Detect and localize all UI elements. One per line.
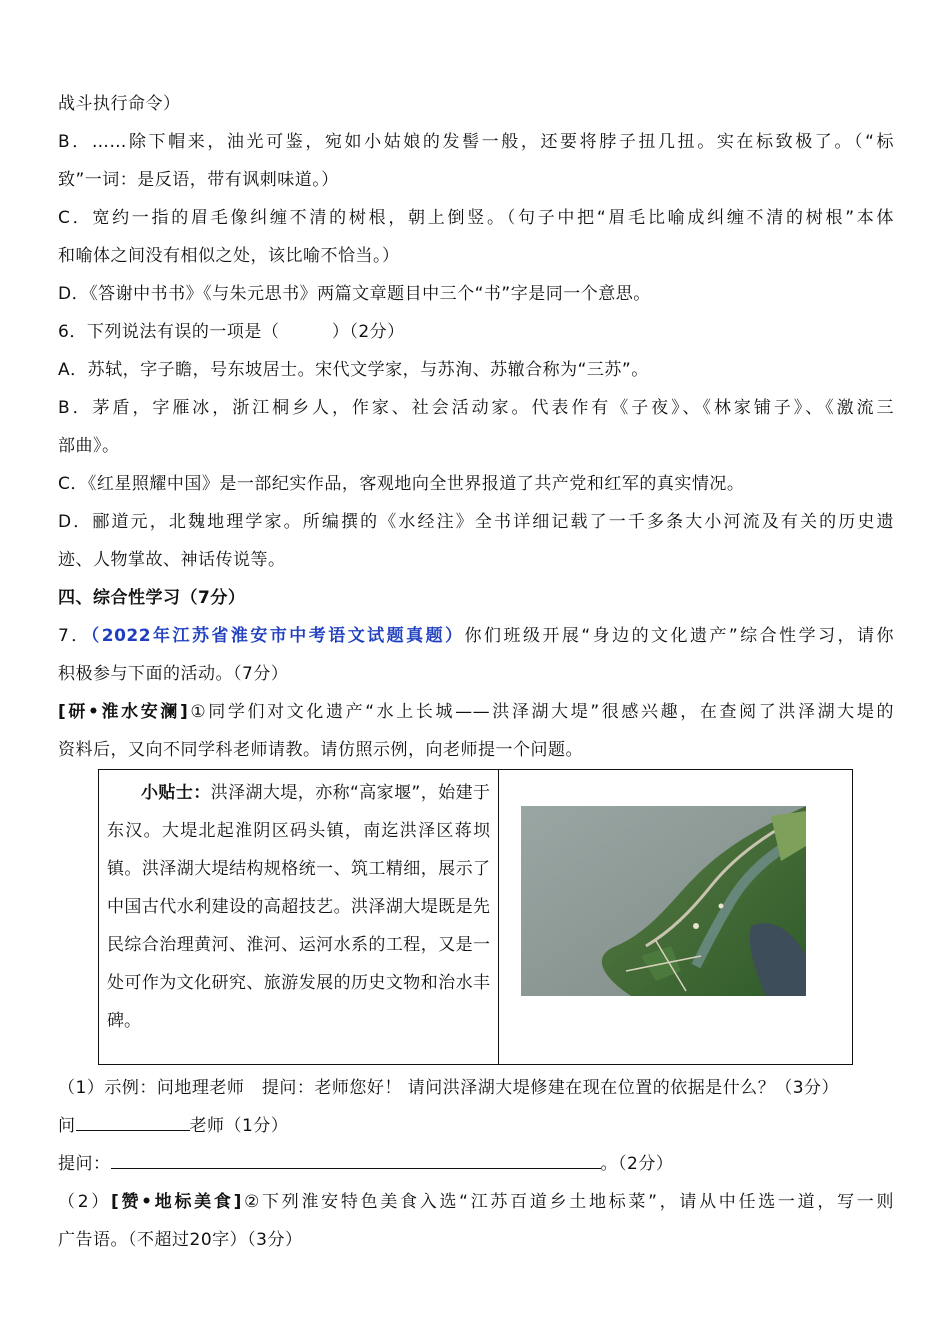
q2-text: ②下列淮安特色美食入选“江苏百道乡土地标菜”，请从中任选一道，写一则 [241,1192,894,1212]
question-source: （2022年江苏省淮安市中考语文试题真题） [90,626,465,646]
question-7-number: 7． [58,626,91,646]
option-c-line1: C．宽约一指的眉毛像纠缠不清的树根，朝上倒竖。（句子中把“眉毛比喻成纠缠不清的树根”本体 [58,208,894,228]
tip-label: 小贴士： [141,783,211,803]
question-6-stem: 6．下列说法有误的一项是（ ）（2分） [58,322,405,342]
q2-line1 [58,1183,894,1221]
option-c-line2: 和喻体之间没有相似之处，该比喻不恰当。） [58,246,400,266]
q1-ask-line [58,1107,894,1145]
question-7-text: 你们班级开展“身边的文化遗产”综合性学习，请你 [464,626,894,646]
activity-2-heading: [赞•地标美食] [110,1192,242,1212]
teacher-subject-blank[interactable] [76,1112,190,1131]
ask-prefix: 问 [58,1116,76,1136]
activity-1-line2: 资料后，又向不同学科老师请教。请仿照示例，向老师提一个问题。 [58,740,583,760]
dam-aerial-photo [521,806,806,996]
q2-line2: 广告语。（不超过20字）（3分） [58,1230,303,1250]
q6-option-d-line2: 迹、人物掌故、神话传说等。 [58,550,286,570]
q6-option-b-line2: 部曲》。 [58,436,120,456]
q1-question-line [58,1145,894,1183]
tip-box [98,769,853,1065]
question-7-line2: 积极参与下面的活动。（7分） [58,664,289,684]
question-answer-blank[interactable] [111,1150,601,1169]
section-heading: 四、综合性学习（7分） [58,588,246,608]
tip-body: 洪泽湖大堤，亦称“高家堰”，始建于东汉。大堤北起淮阴区码头镇，南迄洪泽区蒋坝镇。洪泽湖大堤结构规格统一、筑工精细，展示了中国古代水利建设的高超技艺。洪泽湖大堤既是先民综合治理黄河、淮河、运河水系的工程，又是一处可作为文化研究、旅游发展的历史文物和治水丰碑。 [107,783,491,1031]
q6-option-a: A．苏轼，字子瞻，号东坡居士。宋代文学家，与苏洵、苏辙合称为“三苏”。 [58,360,649,380]
option-b-line1: B．……除下帽来，油光可鉴，宛如小姑娘的发髻一般，还要将脖子扭几扭。实在标致极了。（“标 [58,132,894,152]
ask-suffix: 老师（1分） [189,1116,289,1136]
q2-number: （2） [58,1192,111,1212]
activity-1-line1 [58,693,894,731]
activity-1-text: ①同学们对文化遗产“水上长城——洪泽湖大堤”很感兴趣，在查阅了洪泽湖大堤的 [188,702,895,722]
q6-option-d-line1: D．郦道元，北魏地理学家。所编撰的《水经注》全书详细记载了一千多条大小河流及有关的历史遗 [58,512,894,532]
option-b-line2: 致”一词：是反语，带有讽刺味道。） [58,170,339,190]
activity-1-heading: [研•淮水安澜] [58,702,189,722]
q6-option-b-line1: B．茅盾，字雁冰，浙江桐乡人，作家、社会活动家。代表作有《子夜》、《林家铺子》、《激流三 [58,398,894,418]
tip-paragraph [107,774,490,1040]
tip-text-cell [99,770,499,1065]
question-7-stem [58,617,894,655]
option-c-tail: 战斗执行命令） [58,94,181,114]
q1-example: （1）示例：问地理老师 提问：老师您好！ 请问洪泽湖大堤修建在现在位置的依据是什么？（3分） [58,1078,840,1098]
tip-photo-cell [499,770,853,1065]
q6-option-c: C．《红星照耀中国》是一部纪实作品，客观地向全世界报道了共产党和红军的真实情况。 [58,474,745,494]
exam-page [58,85,894,1259]
question-prefix: 提问： [58,1154,111,1174]
option-d: D．《答谢中书书》《与朱元思书》两篇文章题目中三个“书”字是同一个意思。 [58,284,651,304]
question-suffix: 。（2分） [600,1154,674,1174]
